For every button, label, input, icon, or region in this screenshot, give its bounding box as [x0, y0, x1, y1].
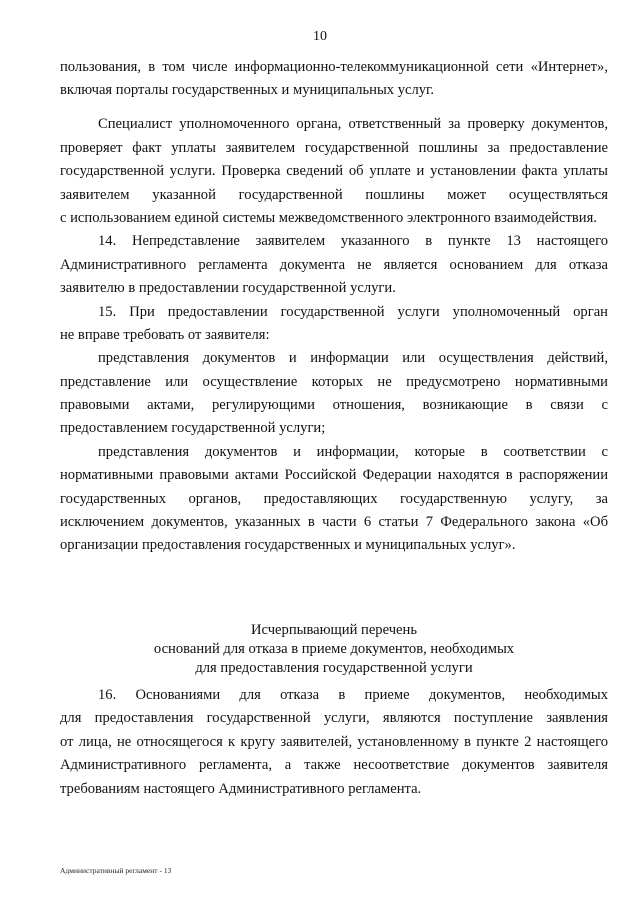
text-line: Специалист уполномоченного органа, ответственный за проверку документов, — [98, 116, 608, 133]
text-line: представление или осуществление которых не предусмотрено нормативными — [60, 373, 608, 390]
document-footer: Административный регламент - 13 — [60, 866, 172, 875]
page-number: 10 — [313, 29, 327, 44]
text-line: 15. При предоставлении государственной услуги уполномоченный орган — [98, 303, 608, 320]
text-line: заявителем указанной государственной пошлины может осуществляться — [60, 186, 608, 203]
text-line: Административного регламента документа не является основанием для отказа — [60, 256, 608, 273]
text-line: нормативными правовыми актами Российской Федерации находятся в распоряжении — [60, 467, 608, 484]
text-line: требованиям настоящего Административного регламента. — [60, 780, 422, 797]
text-line: не вправе требовать от заявителя: — [60, 326, 270, 343]
text-line: 14. Непредставление заявителем указанного в пункте 13 настоящего — [98, 233, 608, 250]
paragraph — [60, 301, 608, 348]
text-line: организации предоставления государственных и муниципальных услуг». — [60, 537, 516, 554]
text-line: государственных органов, предоставляющих государственную услугу, за — [60, 490, 608, 507]
text-line: правовыми актами, регулирующими отношения, возникающие в связи с — [60, 397, 608, 414]
text-line: включая порталы государственных и муниципальных услуг. — [60, 82, 435, 99]
heading-line: для предоставления государственной услуги — [195, 660, 473, 676]
text-line: предоставлением государственной услуги; — [60, 420, 326, 437]
text-line: представления документов и информации, которые в соответствии с — [98, 443, 608, 460]
text-line: заявителю в предоставлении государственной услуги. — [60, 280, 396, 297]
text-line: государственной услуги. Проверка сведений об уплате и установлении факта уплаты — [60, 163, 608, 180]
paragraph-16 — [60, 684, 608, 801]
paragraph — [60, 441, 608, 558]
paragraph — [60, 230, 608, 300]
text-line: исключением документов, указанных в части 6 статьи 7 Федерального закона «Об — [60, 514, 608, 531]
text-line: от лица, не относящегося к кругу заявителей, установленному в пункте 2 настоящего — [60, 733, 608, 750]
text-line: проверяет факт уплаты заявителем государственной пошлины за предоставление — [60, 139, 608, 156]
section-heading — [60, 621, 608, 678]
paragraph — [60, 113, 608, 230]
text-line: для предоставления государственной услуги, являются поступление заявления — [60, 710, 608, 727]
text-line: 16. Основаниями для отказа в приеме документов, необходимых — [98, 687, 608, 703]
text-line: с использованием единой системы межведомственного электронного взаимодействия. — [60, 209, 597, 226]
text-line: Административного регламента, а также несоответствие документов заявителя — [60, 757, 608, 774]
body-text — [60, 56, 608, 558]
heading-line: оснований для отказа в приеме документов, необходимых — [153, 641, 515, 657]
heading-line: Исчерпывающий перечень — [250, 622, 418, 638]
paragraph — [60, 347, 608, 441]
text-line: представления документов и информации или осуществления действий, — [98, 350, 608, 367]
paragraph — [60, 56, 608, 103]
text-line: пользования, в том числе информационно-телекоммуникационной сети «Интернет», — [60, 59, 608, 75]
